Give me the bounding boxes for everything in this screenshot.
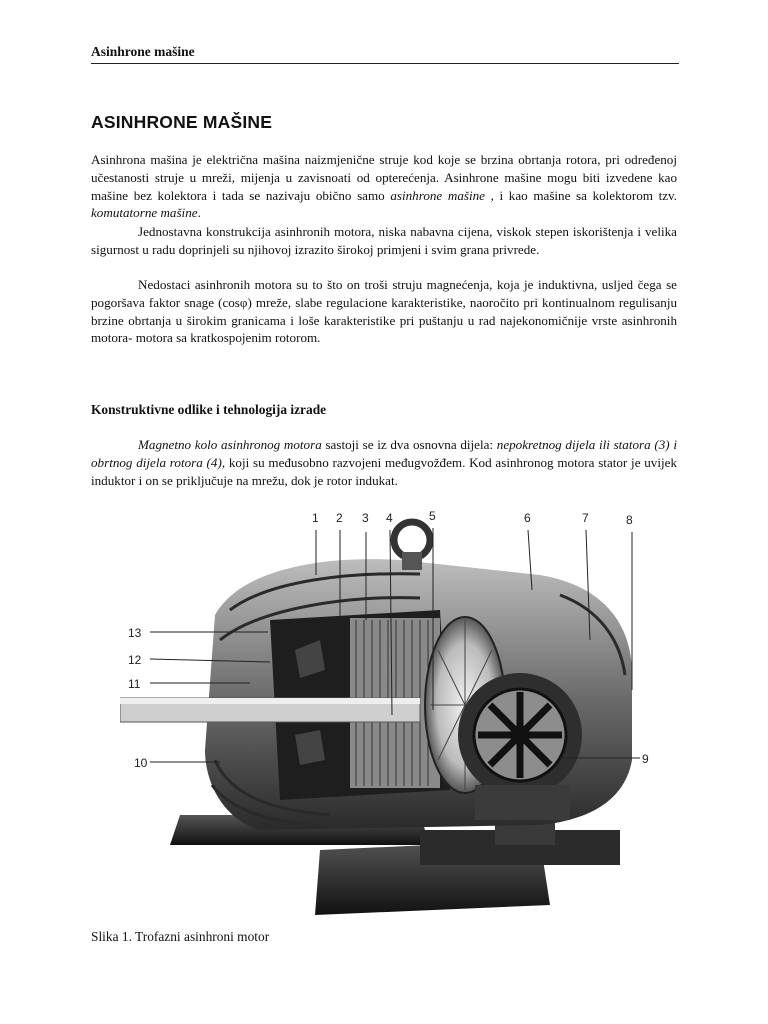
part-label: 11 bbox=[128, 677, 141, 691]
text-run: koji su međusobno razvojeni međugvožđem. Kod asinhronog motora stator je uvijek induktor i on se priključuje na mrežu, dok je rotor indukat. bbox=[91, 454, 677, 488]
part-label: 12 bbox=[128, 653, 142, 667]
running-header: Asinhrone mašine bbox=[91, 44, 679, 64]
section-heading: Konstruktivne odlike i tehnologija izrade bbox=[91, 402, 327, 417]
part-label: 2 bbox=[336, 511, 343, 525]
part-label: 6 bbox=[524, 511, 531, 525]
page-title: ASINHRONE MAŠINE bbox=[91, 112, 273, 132]
paragraph-construction bbox=[91, 436, 677, 489]
part-label: 8 bbox=[626, 513, 633, 527]
paragraph-intro bbox=[91, 151, 677, 222]
part-label: 3 bbox=[362, 511, 369, 525]
part-label: 9 bbox=[642, 752, 649, 766]
end-shield bbox=[458, 673, 582, 820]
text-run: . bbox=[197, 205, 201, 221]
part-label: 7 bbox=[582, 511, 589, 525]
part-label: 10 bbox=[134, 756, 148, 770]
part-label: 13 bbox=[128, 626, 142, 640]
text-run: sastoji se iz dva osnovna dijela: bbox=[321, 437, 497, 452]
figure-caption: Slika 1. Trofazni asinhroni motor bbox=[91, 929, 270, 944]
paragraph-advantages: Jednostavna konstrukcija asinhronih motora, niska nabavna cijena, viskok stepen iskorištenja i velika sigurnost u radu doprinjeli su njihovoj izrazito širokoj primjeni i svim grana privrede. bbox=[91, 224, 677, 257]
part-label: 1 bbox=[312, 511, 319, 525]
paragraph-disadvantages: Nedostaci asinhronih motora su to što on troši struju magnećenja, koja je induktivna, usljed čega se pogoršava faktor snage (cosφ) mreže, slabe regulacione karakteristike, naoročito pri kontinualnom regulisanju brzine obrtanja u širokim granicama i loše karakteristike pri puštanju u rad najekonomičnije vrste asinhronih motora- motora sa kratkospojenim rotorom. bbox=[91, 277, 677, 346]
motor-figure bbox=[120, 500, 665, 930]
part-label: 4 bbox=[386, 511, 393, 525]
emphasis-magnetno-kolo: Magnetno kolo asinhronog motora bbox=[138, 437, 322, 452]
emphasis-komutatorne: komutatorne mašine bbox=[91, 205, 198, 221]
emphasis-asinhrone: asinhrone mašine bbox=[390, 187, 485, 203]
motor-cutaway-illustration bbox=[120, 500, 665, 930]
emphasis-stator-rotor: nepokretnog dijela ili statora (3) i obrtnog dijela rotora (4), bbox=[91, 437, 677, 470]
part-label: 5 bbox=[429, 509, 436, 523]
text-run: , i kao mašine sa kolektorom tzv. bbox=[484, 187, 677, 203]
text-run: Asinhrona mašina je električna mašina naizmjenične struje kod koje se brzina obrtanja rotora, pri određenoj učestanosti struje u mreži, mijenja u zavisnoati od opterećenja. Asinhrone mašine mogu biti izvedene kao mašine bez kolektora i tada se nazivaju obično samo bbox=[91, 152, 677, 203]
